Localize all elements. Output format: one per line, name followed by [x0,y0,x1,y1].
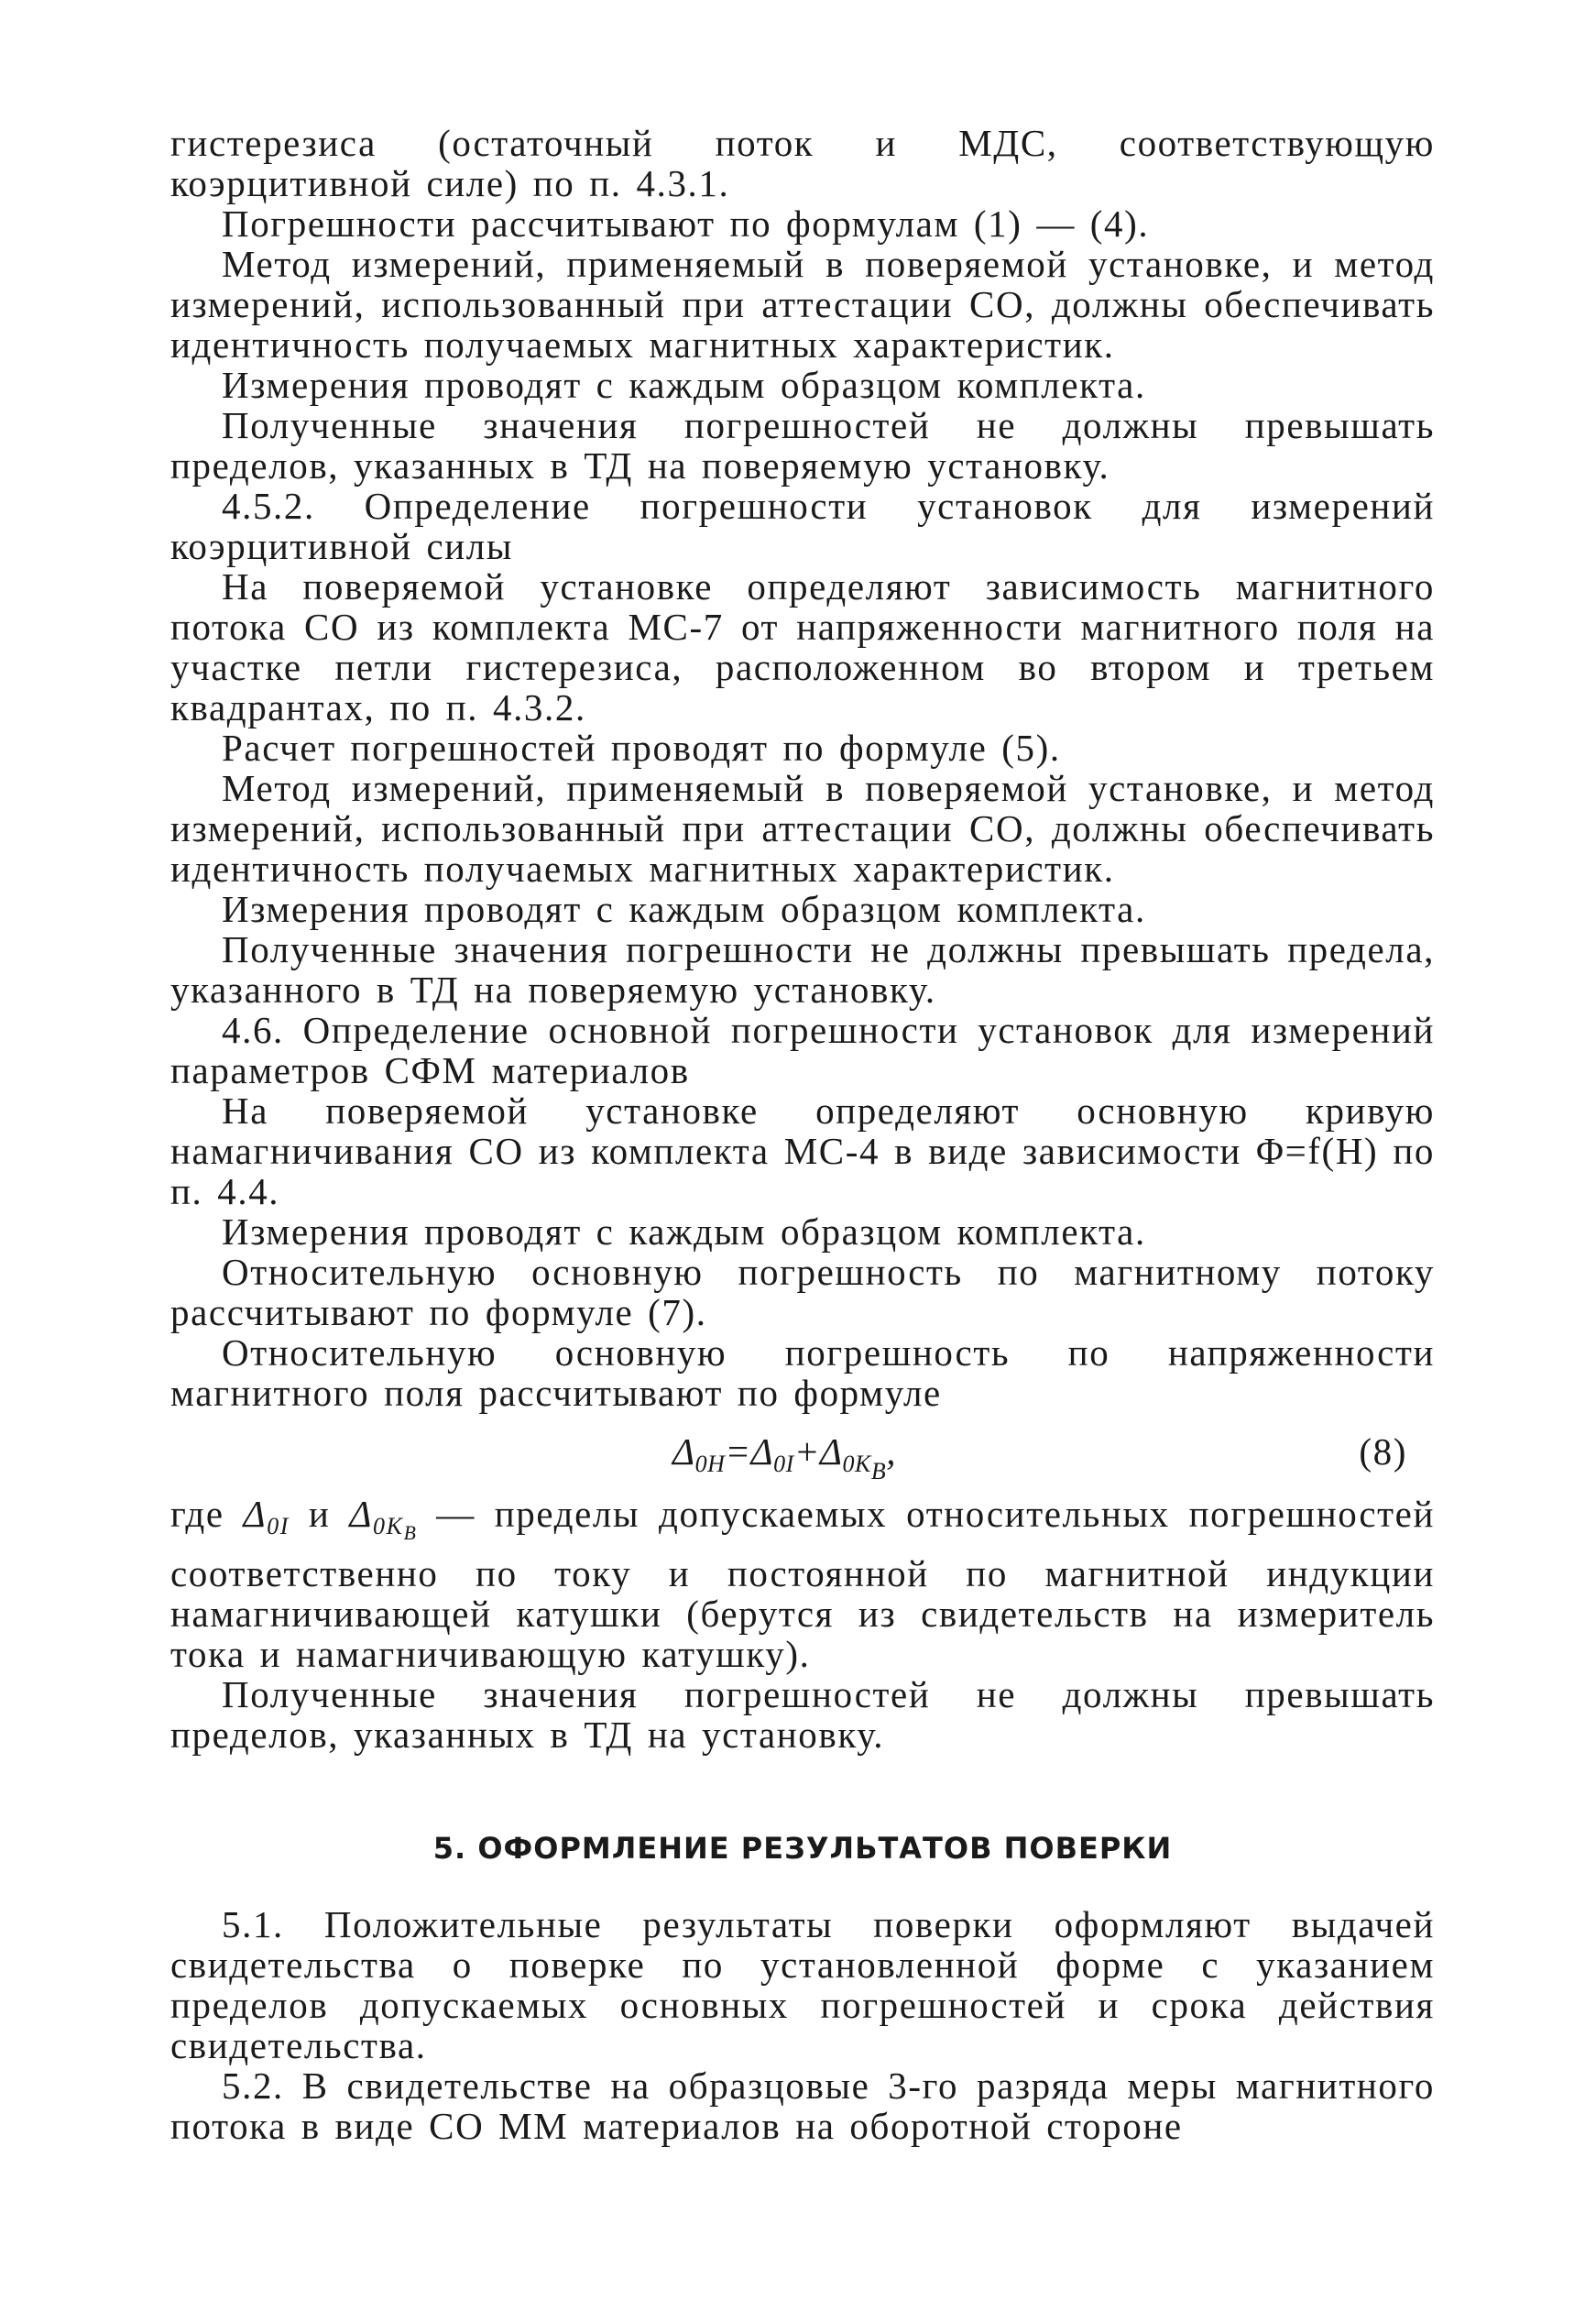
paragraph-method-identity-1: Метод измерений, применяемый в поверяемой установке, и метод измерений, использованный при аттестации СО, должны обеспечивать идентичность получаемых магнитных характеристик. [170,243,1435,366]
paragraph-formula-7: Относительную основную погрешность по магнитному потоку рассчитывают по формуле (7). [170,1251,1435,1333]
paragraph-section-4-5-2: 4.5.2. Определение погрешности установок для измерений коэрцитивной силы [170,485,1435,567]
paragraph-measurements-each-2: Измерения проводят с каждым образцом комплекта. [222,888,1146,930]
paragraph-field-strength-error: Относительную основную погрешность по напряженности магнитного поля рассчитывают по формуле [170,1331,1435,1414]
paragraph-ms4-curve: На поверяемой установке определяют основную кривую намагничивания СО из комплекта МС-4 в виде зависимости Φ=f(H) по п. 4.4. [170,1090,1435,1212]
paragraph-method-identity-2: Метод измерений, применяемый в поверяемой установке, и метод измерений, использованный при аттестации СО, должны обеспечивать идентичность получаемых магнитных характеристик. [170,767,1435,890]
paragraph-hysteresis-continuation: гистерезиса (остаточный поток и МДС, соответствующую коэрцитивной силе) по п. 4.3.1. [170,122,1435,204]
formula-8 [170,1413,1435,1494]
paragraph-ms7-dependence: На поверяемой установке определяют зависимость магнитного потока СО из комплекта МС-7 от напряженности магнитного поля на участке петли гистерезиса, расположенном во втором и третьем квадрантах, по п. 4.3.2. [170,565,1435,728]
paragraph-limits-3: Полученные значения погрешностей не должны превышать пределов, указанных в ТД на установку. [170,1673,1435,1757]
formula-expression: $\Delta_{0H}=\Delta_{0I}+\Delta_{0K_B}$, [672,1430,896,1484]
body-text-bottom [170,1904,1435,2146]
paragraph-limits-1: Полученные значения погрешностей не должны превышать пределов, указанных в ТД на поверяемую установку. [170,404,1435,487]
paragraph-5-2: 5.2. В свидетельстве на образцовые 3-го разряда меры магнитного потока в виде СО ММ материалов на оборотной стороне [170,2065,1435,2147]
paragraph-5-1: 5.1. Положительные результаты поверки оформляют выдачей свидетельства о поверке по установленной форме с указанием пределов допускаемых основных погрешностей и срока действия свидетельства. [170,1903,1435,2066]
paragraph-errors-formulas: Погрешности рассчитывают по формулам (1) — (4). [222,203,1150,245]
paragraph-where-definitions: где $\Delta_{0I}$ и $\Delta_{0K_B}$ — пределы допускаемых относительных погрешностей соответственно по току и постоянной по магнитной индукции намагничивающей катушки (берутся из свидетельств на измеритель тока и намагничивающую катушку). [170,1493,1436,1676]
paragraph-measurements-each-1: Измерения проводят с каждым образцом комплекта. [222,364,1146,406]
paragraph-measurements-each-3: Измерения проводят с каждым образцом комплекта. [222,1210,1146,1253]
section-heading: 5. ОФОРМЛЕНИЕ РЕЗУЛЬТАТОВ ПОВЕРКИ [432,1831,1173,1866]
formula-number: (8) [1359,1430,1407,1473]
paragraph-section-4-6: 4.6. Определение основной погрешности установок для измерений параметров СФМ материалов [170,1009,1435,1091]
body-text-top [170,123,1435,1755]
paragraph-formula-5: Расчет погрешностей проводят по формуле (5). [222,727,1061,769]
paragraph-limits-2: Полученные значения погрешности не должны превышать предела, указанного в ТД на поверяемую установку. [170,928,1435,1011]
